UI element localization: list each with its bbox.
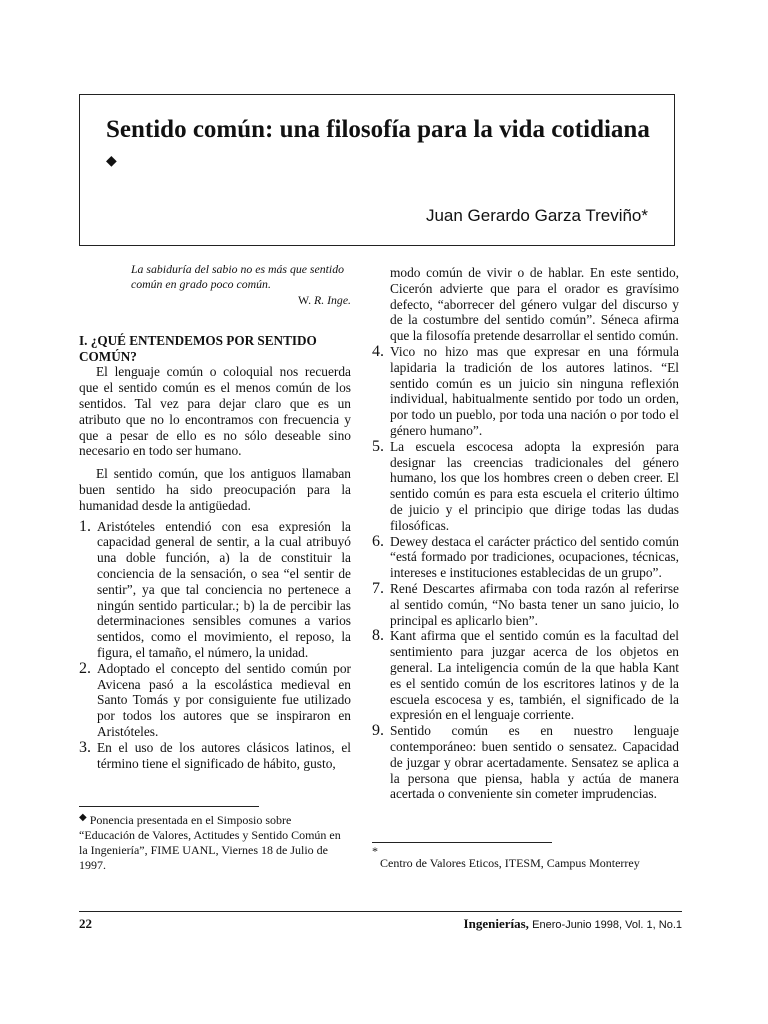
list-item bbox=[372, 439, 679, 534]
footer-rule bbox=[79, 911, 682, 912]
journal-issue: Enero-Junio 1998, Vol. 1, No.1 bbox=[532, 919, 682, 931]
footnote-left-text: Ponencia presentada en el Simposio sobre “Educación de Valores, Actitudes y Sentido Común en la Ingeniería”, FIME UANL, Viernes 18 de Julio de 1997. bbox=[79, 813, 341, 872]
right-column bbox=[372, 265, 679, 802]
list-text: Vico no hizo mas que expresar en una fórmula lapidaria la tradición de los autores latinos. “El sentido común es un juicio sin ninguna reflexión individual, habitualmente sentido por todo un orden, por todo un pueblo, por toda una nación o por todo el género humano”. bbox=[390, 343, 679, 438]
author-name: Juan Gerardo Garza Treviño* bbox=[425, 206, 648, 225]
list-number: 8. bbox=[372, 627, 384, 645]
footnote-left bbox=[79, 810, 349, 873]
continued-paragraph: modo común de vivir o de hablar. En este sentido, Cicerón advierte que para el orador es gravísimo defecto, “aborrecer del género vulgar del discurso y de la costumbre del sentido común”. Séneca afirma que la filosofía pretende desarrollar el sentido común. bbox=[390, 265, 679, 344]
list-number: 7. bbox=[372, 579, 384, 597]
list-text: Adoptado el concepto del sentido común por Avicena pasó a la escolástica medieval en Santo Tomás y por consiguiente fue utilizado por todos los autores que se inspiraron en Aristóteles. bbox=[97, 660, 351, 739]
list-number: 9. bbox=[372, 722, 384, 740]
list-item bbox=[372, 581, 679, 628]
list-number: 6. bbox=[372, 532, 384, 550]
list-item bbox=[372, 344, 679, 439]
epigraph: La sabiduría del sabio no es más que sentido común en grado poco común. bbox=[131, 262, 345, 292]
list-item bbox=[79, 661, 351, 740]
footnote-rule-right bbox=[372, 842, 552, 843]
list-item bbox=[372, 723, 679, 802]
list-item bbox=[79, 519, 351, 661]
footnote-right bbox=[372, 846, 672, 871]
list-text: Kant afirma que el sentido común es la facultad del sentimiento para juzgar acerca de los objetos en general. La inteligencia común de la que habla Kant es el sentido común de los escritores latinos y de la escuela escocesa y es, también, el significado de la expresión en el lenguaje corriente. bbox=[390, 628, 679, 723]
journal-name: Ingenierías, bbox=[463, 916, 529, 931]
list-text: Sentido común es en nuestro lenguaje contemporáneo: buen sentido o sensatez. Capacidad de juzgar y obrar acertadamente. Sensatez se aplica a la persona que piensa, habla y actúa de manera acertada o conveniente sin cometer imprudencias. bbox=[390, 723, 679, 802]
list-item bbox=[372, 534, 679, 581]
paragraph-1: El lenguaje común o coloquial nos recuerda que el sentido común es el menos común de los sentidos. Tal vez para dejar claro que es un atributo que no lo encontramos con frecuencia y que a pesar de ello es no sólo deseable sino necesario en todo ser humano. bbox=[79, 364, 351, 459]
left-column bbox=[79, 262, 351, 771]
footnote-asterisk: * bbox=[372, 844, 378, 858]
paragraph-2: El sentido común, que los antiguos llamaban buen sentido ha sido preocupación para la humanidad desde la antigüedad. bbox=[79, 466, 351, 513]
diamond-icon: ◆ bbox=[79, 812, 87, 823]
journal-reference bbox=[464, 916, 682, 932]
list-number: 4. bbox=[372, 342, 384, 360]
list-text: En el uso de los autores clásicos latinos, el término tiene el significado de hábito, gusto, bbox=[97, 739, 351, 771]
section-heading: I. ¿QUÉ ENTENDEMOS POR SENTIDO COMÚN? bbox=[79, 333, 317, 364]
list-number: 3. bbox=[79, 738, 91, 756]
list-number: 2. bbox=[79, 659, 91, 677]
article-title: Sentido común: una filosofía para la vida cotidiana ◆ bbox=[106, 116, 650, 169]
list-text: Aristóteles entendió con esa expresión la capacidad general de sentir, a la cual atribuyó una doble función, a) la de constituir la conciencia de la sensación, o sea “el sentir de sentir”, ya que tal conciencia no pertenece a ningún sentido particular.; b) la de percibir las determinaciones sensibles comunes a varios sentidos, como el movimiento, el reposo, la figura, el tamaño, el número, la unidad. bbox=[97, 518, 351, 660]
epigraph-author: W. R. Inge. bbox=[298, 293, 351, 308]
footnote-right-text: Centro de Valores Eticos, ITESM, Campus Monterrey bbox=[380, 856, 640, 870]
list-text: La escuela escocesa adopta la expresión para designar las creencias tradicionales del género humano, los que los hombres creen o deben creer. El sentido común es para esta escuela el criterio último de juicio y el principio que dirige todas las dudas filosóficas. bbox=[390, 438, 679, 533]
list-text: Dewey destaca el carácter práctico del sentido común “está formado por tradiciones, ocupaciones, técnicas, intereses e instituciones establecidas de un grupo”. bbox=[390, 533, 679, 581]
footnote-rule-left bbox=[79, 806, 259, 807]
list-number: 5. bbox=[372, 437, 384, 455]
list-text: René Descartes afirmaba con toda razón al referirse al sentido común, “No basta tener un sano juicio, lo principal es aplicarlo bien”. bbox=[390, 580, 679, 628]
list-item bbox=[79, 740, 351, 772]
title-box bbox=[79, 94, 675, 246]
title-diamond-icon: ◆ bbox=[106, 154, 117, 169]
list-item bbox=[372, 628, 679, 723]
list-number: 1. bbox=[79, 517, 91, 535]
page-number: 22 bbox=[79, 916, 92, 931]
